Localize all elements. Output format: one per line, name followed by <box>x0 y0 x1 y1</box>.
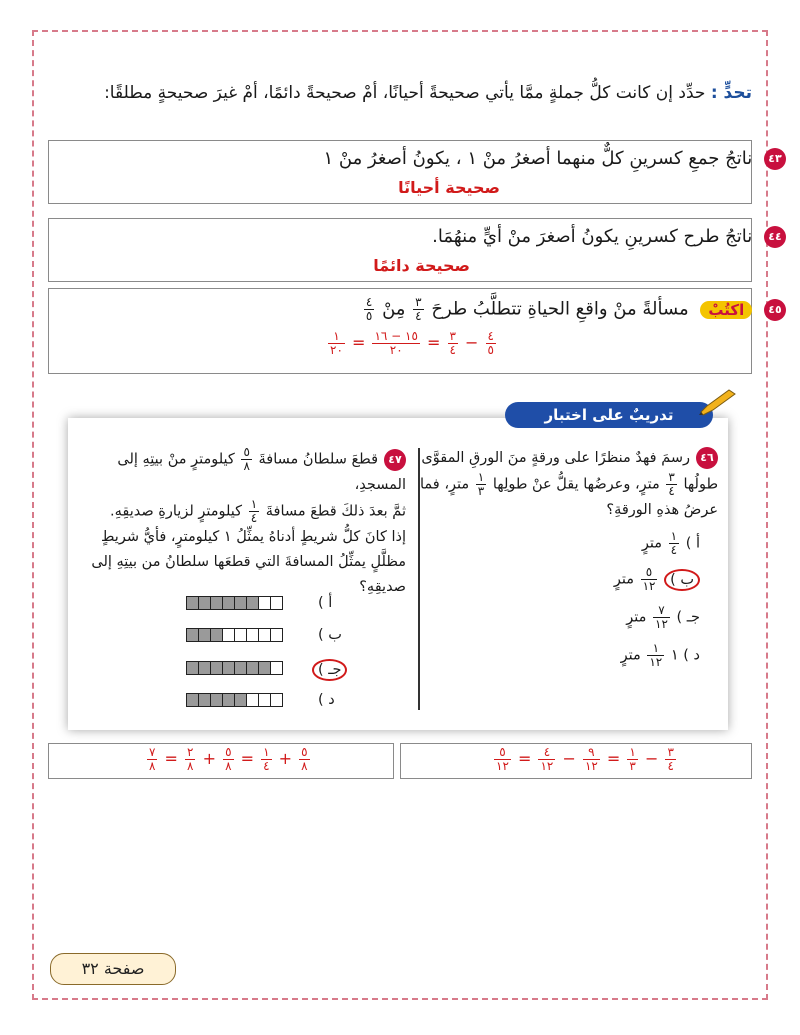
fraction: ٥ ١٢ <box>642 565 656 593</box>
fraction: ١ ٢٠ <box>330 329 343 357</box>
question-number-badge: ٤٣ <box>764 148 786 170</box>
fraction: ١ ٤ <box>250 497 258 525</box>
option-47-c-strip[interactable] <box>186 661 282 675</box>
fraction: ٥ ٨ <box>225 745 232 773</box>
fraction: ٧ ١٢ <box>655 603 668 631</box>
question-43 <box>324 148 786 170</box>
question-47-line: صديقِهِ؟ <box>359 579 406 595</box>
fraction: ١ ٤ <box>670 529 678 557</box>
test-practice-title: تدريبٌ على اختبار <box>505 402 713 428</box>
answer-46-equation: ٥ ١٢ = ٤ ١٢ − ٩ ١٢ = ١ ٣ − ٣ ٤ <box>496 745 674 773</box>
question-47-line: ثمَّ بعدَ ذلكَ قطعَ مسافةَ ١ ٤ كيلومترٍ لزيارةِ صديقِهِ. <box>110 497 406 525</box>
fraction: ٤ ١٢ <box>540 745 554 773</box>
answer-47-equation: ٧ ٨ = ٢ ٨ + ٥ ٨ = ١ ٤ + ٥ ٨ <box>149 745 308 773</box>
fraction: ٥ ٨ <box>301 745 308 773</box>
fraction: ١ ١٢ <box>649 641 663 669</box>
option-46-c[interactable]: جـ ) ٧ ١٢ مترٍ <box>626 603 700 631</box>
fraction: ٥ ٨ <box>243 445 250 473</box>
question-number-badge: ٤٧ <box>384 449 406 471</box>
challenge-instructions <box>62 78 752 108</box>
option-47-d-label[interactable]: د ) <box>318 692 335 708</box>
question-number-badge: ٤٦ <box>696 447 718 469</box>
option-47-b-label[interactable]: ب ) <box>318 627 342 643</box>
question-46-line: عرضُ هذهِ الورقةِ؟ <box>606 502 718 518</box>
question-47-line: إذا كانَ كلُّ شريطٍ أدناهُ يمثِّلُ ١ كيلومترٍ، فأيُّ شريطٍ <box>101 529 406 545</box>
fraction: ٣ ٤ <box>667 745 674 773</box>
fraction: ١ ٣ <box>629 745 636 773</box>
fraction: ٣ ٤ <box>449 329 456 357</box>
selected-answer-circle: جـ ) <box>312 659 347 681</box>
question-44 <box>432 226 786 248</box>
question-47-line: مظلَّلٍ يمثِّلُ المسافةَ التي قطعَها سلطانُ من بيتِهِ إلى <box>91 554 406 570</box>
fraction: ١ ٣ <box>477 470 485 498</box>
option-47-d-strip[interactable] <box>186 693 282 707</box>
answer-44: صحيحة دائمًا <box>373 256 470 275</box>
answer-43: صحيحة أحيانًا <box>398 178 500 197</box>
fraction: ٤ ٥ <box>365 295 373 323</box>
question-47 <box>86 446 406 600</box>
option-46-d[interactable]: د ) ١ ١ ١٢ مترٍ <box>620 641 700 669</box>
option-47-a-strip[interactable] <box>186 596 282 610</box>
option-46-b[interactable]: ب ) ٥ ١٢ مترٍ <box>614 566 700 593</box>
fraction: ٢ ٨ <box>187 745 194 773</box>
question-45 <box>362 296 786 323</box>
fraction: ٣ ٤ <box>415 295 422 323</box>
fraction: ٤ ٥ <box>487 329 494 357</box>
pencil-icon <box>697 388 737 416</box>
question-46-line: طولُها ٣ ٤ مترٍ، وعرضُها يقلُّ عنْ طولِها ١ ٣ مترٍ، فما <box>420 470 718 498</box>
fraction: ٩ ١٢ <box>584 745 598 773</box>
fraction: ١٥ − ١٦ ٢٠ <box>374 329 418 357</box>
question-45-from: مِنْ <box>382 298 406 320</box>
question-45-text: مسألةً منْ واقعِ الحياةِ تتطلَّبُ طرحَ <box>431 298 689 320</box>
option-47-c-label[interactable] <box>312 659 347 681</box>
fraction: ٧ ٨ <box>149 745 156 773</box>
fraction: ١ ٤ <box>263 745 270 773</box>
question-number-badge: ٤٤ <box>764 226 786 248</box>
question-44-text: ناتجُ طرح كسرينِ يكونُ أصغرَ منْ أيٍّ منهُمَا. <box>432 226 753 247</box>
question-number-badge: ٤٥ <box>764 299 786 321</box>
write-tag: اكتُبْ <box>700 301 752 319</box>
question-46-line: ٤٦رسمَ فهدٌ منظرًا على ورقةٍ منَ الورقِ المقوَّى <box>408 446 718 471</box>
challenge-keyword: تحدٍّ : <box>710 83 752 103</box>
question-46 <box>408 446 718 523</box>
question-43-text: ناتجُ جمعِ كسرينِ كلٌّ منهما أصغرُ منْ ١ ، يكونُ أصغرُ منْ ١ <box>323 148 753 169</box>
option-46-a[interactable]: أ ) ١ ٤ مترٍ <box>641 529 700 557</box>
option-47-a-label[interactable]: أ ) <box>318 595 333 611</box>
fraction: ٣ ٤ <box>668 470 675 498</box>
fraction: ٥ ١٢ <box>496 745 509 773</box>
page-number: صفحة ٣٢ <box>50 953 176 985</box>
selected-answer-circle: ب ) <box>664 569 700 591</box>
question-47-line: ٤٧قطعَ سلطانُ مسافةَ ٥ ٨ كيلومترٍ منْ بيتِهِ إلى المسجدِ، <box>117 445 406 493</box>
option-47-b-strip[interactable] <box>186 628 282 642</box>
answer-45-equation: ١ ٢٠ = ١٥ − ١٦ ٢٠ = ٣ ٤ − ٤ ٥ <box>330 329 494 357</box>
challenge-text: حدِّد إن كانت كلُّ جملةٍ ممَّا يأتي صحيحةً أحيانًا، أمْ صحيحةً دائمًا، أمْ غيرَ صحيحةٍ مطلقًا: <box>104 83 706 103</box>
